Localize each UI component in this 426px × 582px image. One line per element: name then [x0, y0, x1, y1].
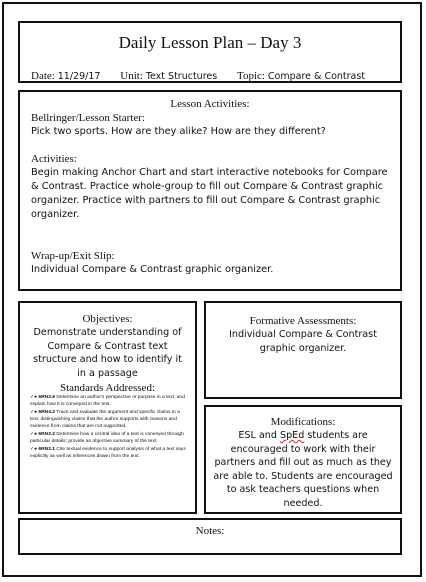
date-value: 11/29/17 — [57, 71, 101, 82]
objectives-title: Objectives: — [82, 313, 133, 325]
lesson-activities-title: Lesson Activities: — [170, 98, 250, 110]
formative-text: Individual Compare & Contrast graphic organizer. — [229, 329, 377, 354]
notes-title: Notes: — [195, 525, 225, 537]
formative-title: Formative Assessments: — [249, 315, 357, 327]
modifications-text: ESL and SpEd students are encouraged to work with their partners and fill out as much as they are able to. Students are encouraged to ask teachers questions when needed. — [213, 430, 393, 509]
activities-text: Begin making Anchor Chart and start interactive notebooks for Compare & Contrast. Practice whole-group to fill out Compare & Contrast graphic organizer. Practice with partners to fill out Compare & Contrast graphic organizer. — [31, 167, 388, 220]
meta-line — [31, 70, 365, 82]
date-label: Date: — [31, 70, 55, 82]
header-box — [18, 21, 402, 83]
standard-item: ✓● 6RN2.1 Cite textual evidence to support analysis of what a text says explicitly as well as inferences drawn from the text. — [30, 446, 186, 460]
standard-item: ✓● 6RN2.6 Determine an author's perspective or purpose in a text, and explain how it is conveyed in the text. — [30, 395, 185, 408]
topic-label: Topic: — [237, 70, 265, 82]
bellringer-label: Bellringer/Lesson Starter: — [31, 112, 145, 124]
modifications-title: Modifications: — [270, 416, 336, 428]
spellcheck-flagged-word: SpEd — [280, 430, 305, 441]
notes-box — [18, 518, 402, 555]
activities-label: Activities: — [31, 153, 77, 165]
modifications-box — [204, 405, 402, 514]
topic-value: Compare & Contrast — [267, 71, 366, 82]
standard-item: ✓● 6RN4.3 Trace and evaluate the argument and specific claims in a text, distinguishing claims that the author supports with reasons and evidence from claims that are not supported. — [30, 409, 180, 430]
standards-title: Standards Addressed: — [59, 382, 155, 394]
standards-list — [20, 394, 195, 460]
bellringer-text: Pick two sports. How are they alike? How are they different? — [31, 126, 326, 137]
lesson-activities-box — [18, 90, 402, 291]
unit-value: Text Structures — [145, 71, 218, 82]
wrapup-label: Wrap-up/Exit Slip: — [31, 250, 115, 262]
unit-label: Unit: — [120, 70, 143, 82]
wrapup-text: Individual Compare & Contrast graphic organizer. — [31, 264, 274, 275]
standard-item: ✓● 6RN2.2 Determine how a central idea of a text is conveyed through particular details; provide an objective summary of the text. — [30, 432, 184, 445]
page-title: Daily Lesson Plan – Day 3 — [118, 33, 302, 52]
objectives-box — [18, 301, 197, 514]
formative-assessments-box — [204, 301, 402, 399]
objectives-text: Demonstrate understanding of Compare & Contrast text structure and how to identify it in a passage — [33, 327, 182, 379]
lesson-activities-content — [31, 111, 392, 277]
